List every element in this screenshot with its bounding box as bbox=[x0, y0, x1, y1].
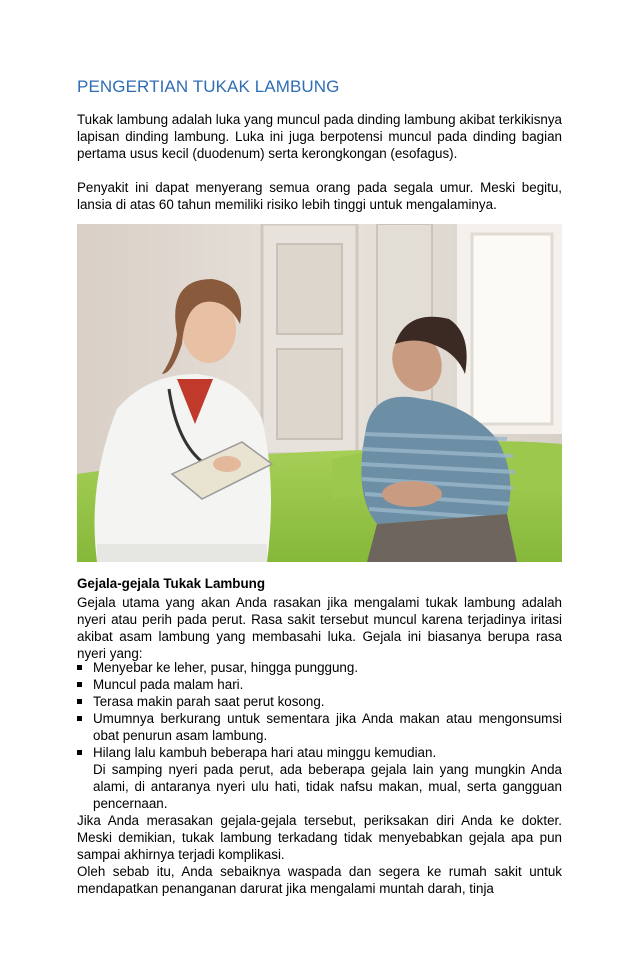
list-item bbox=[77, 676, 562, 693]
other-symptoms-paragraph: Di samping nyeri pada perut, ada beberapa gejala lain yang mungkin Anda alami, di antaranya nyeri ulu hati, tidak nafsu makan, mual, serta gangguan pencernaan. bbox=[93, 762, 562, 811]
list-item bbox=[77, 659, 562, 676]
bullet-icon bbox=[77, 665, 82, 670]
bullet-icon bbox=[77, 682, 82, 687]
list-item-text: Muncul pada malam hari. bbox=[93, 677, 244, 692]
list-item-text: Umumnya berkurang untuk sementara jika Anda makan atau mengonsumsi obat penurun asam lambung. bbox=[93, 711, 562, 743]
bullet-icon bbox=[77, 699, 82, 704]
symptoms-heading: Gejala-gejala Tukak Lambung bbox=[77, 576, 266, 591]
list-item bbox=[77, 693, 562, 710]
list-item-text: Hilang lalu kambuh beberapa hari atau minggu kemudian. bbox=[93, 745, 437, 760]
list-item bbox=[77, 744, 562, 761]
bullet-icon bbox=[77, 716, 82, 721]
doctor-advice-paragraph: Jika Anda merasakan gejala-gejala tersebut, periksakan diri Anda ke dokter. Meski demikian, tukak lambung terkadang tidak menyebabkan gejala apa pun sampai akhirnya terjadi komplikasi. bbox=[77, 813, 562, 862]
list-item-text: Menyebar ke leher, pusar, hingga punggung. bbox=[93, 660, 359, 675]
doctor-patient-photo bbox=[77, 224, 562, 562]
list-item-text: Terasa makin parah saat perut kosong. bbox=[93, 694, 325, 709]
intro-paragraph: Tukak lambung adalah luka yang muncul pada dinding lambung akibat terkikisnya lapisan dinding lambung. Luka ini juga berpotensi muncul pada dinding bagian pertama usus kecil (duodenum) serta kerongkongan (esofagus). bbox=[77, 112, 562, 161]
photo-illustration bbox=[77, 224, 562, 562]
symptoms-intro: Gejala utama yang akan Anda rasakan jika mengalami tukak lambung adalah nyeri atau perih pada perut. Rasa sakit tersebut muncul karena terjadinya iritasi akibat asam lambung yang membasahi luka. Gejala ini biasanya berupa rasa nyeri yang: bbox=[77, 595, 562, 661]
bullet-icon bbox=[77, 750, 82, 755]
symptoms-list bbox=[77, 659, 562, 761]
emergency-paragraph: Oleh sebab itu, Anda sebaiknya waspada dan segera ke rumah sakit untuk mendapatkan penanganan darurat jika mengalami muntah darah, tinja bbox=[77, 864, 562, 896]
risk-paragraph: Penyakit ini dapat menyerang semua orang pada segala umur. Meski begitu, lansia di atas 60 tahun memiliki risiko lebih tinggi untuk mengalaminya. bbox=[77, 180, 562, 212]
list-item bbox=[77, 710, 562, 744]
section-title: PENGERTIAN TUKAK LAMBUNG bbox=[77, 77, 340, 96]
